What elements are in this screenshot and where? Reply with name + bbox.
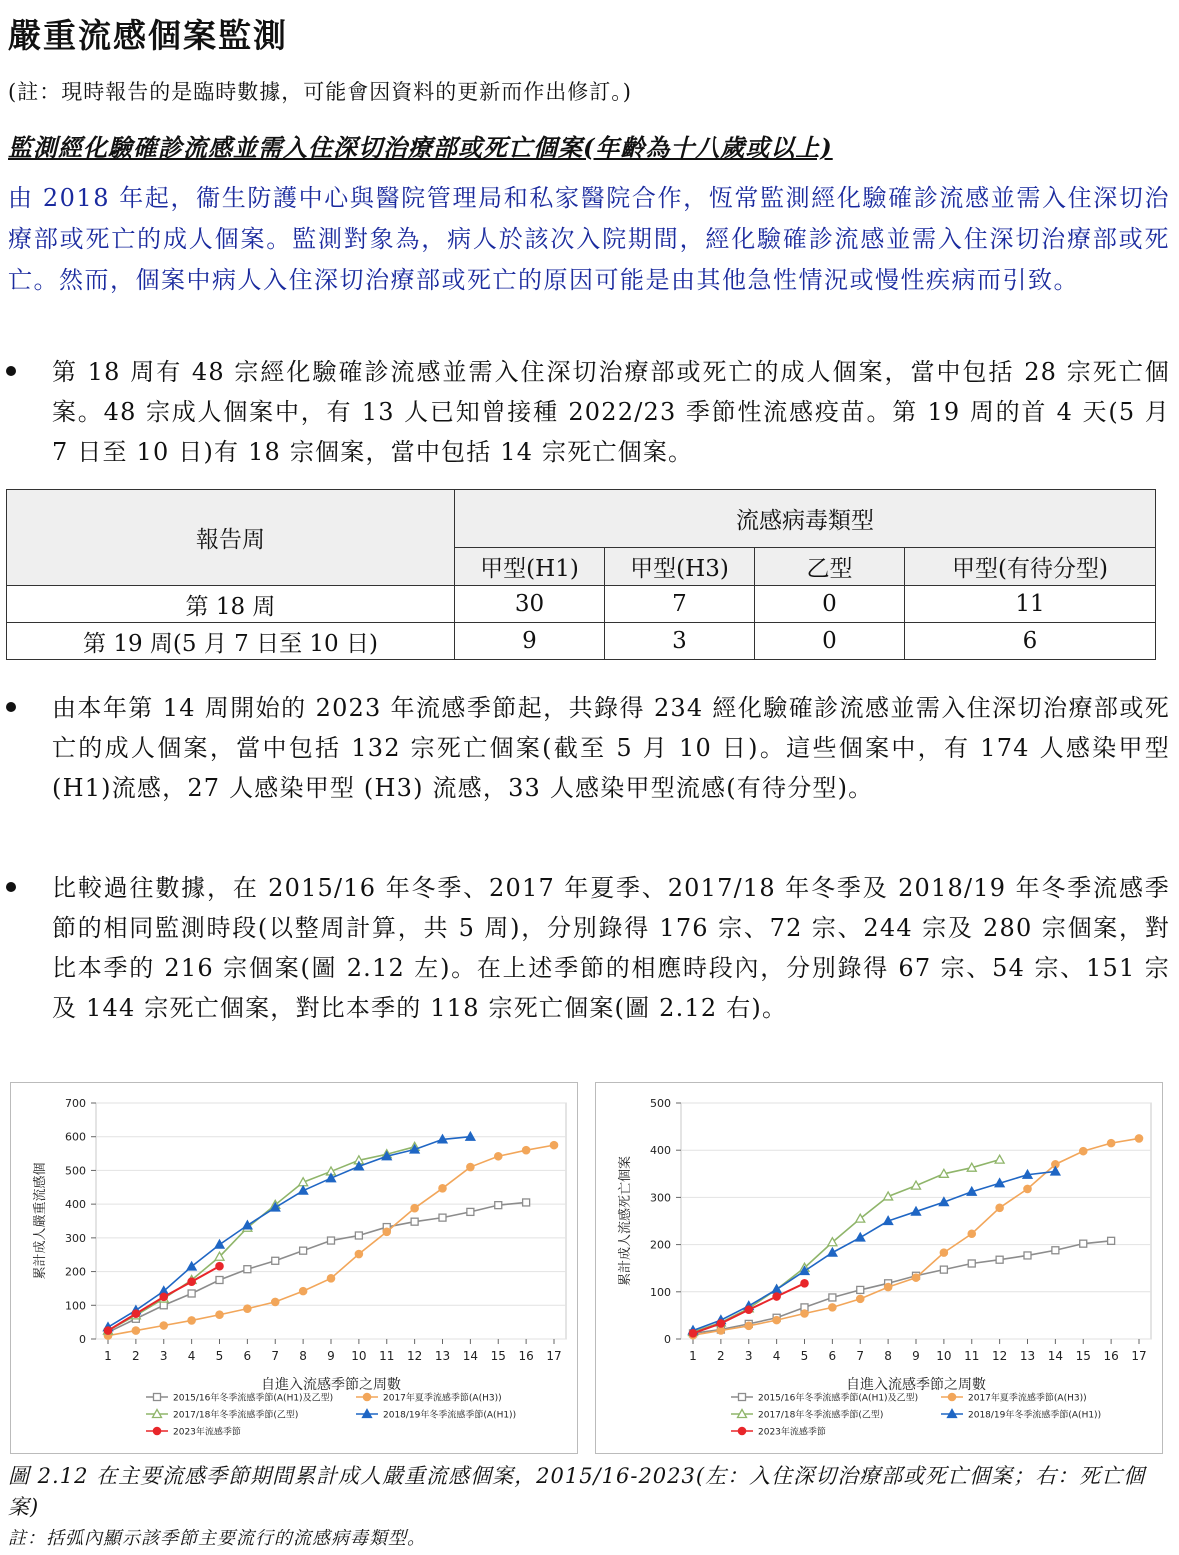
data-point bbox=[132, 1327, 140, 1335]
data-point bbox=[188, 1317, 196, 1325]
bullet-dot-icon bbox=[6, 702, 16, 712]
x-tick-label: 10 bbox=[936, 1349, 952, 1363]
legend-swatch-marker bbox=[739, 1394, 746, 1401]
x-tick-label: 8 bbox=[299, 1349, 307, 1363]
chart-deaths-svg bbox=[596, 1083, 1162, 1453]
data-point bbox=[355, 1232, 362, 1239]
data-point bbox=[912, 1274, 920, 1282]
data-point bbox=[216, 1311, 224, 1319]
y-tick-label: 700 bbox=[65, 1097, 86, 1110]
data-point bbox=[300, 1247, 307, 1254]
data-point bbox=[216, 1277, 223, 1284]
legend-entry: 2017年夏季流感季節(A(H3)) bbox=[968, 1393, 1087, 1404]
data-point bbox=[522, 1146, 530, 1154]
table-header-virus-type: 流感病毒類型 bbox=[455, 490, 1156, 548]
data-point bbox=[550, 1141, 558, 1149]
x-tick-label: 15 bbox=[1075, 1349, 1091, 1363]
bullet-text: 由本年第 14 周開始的 2023 年流感季節起，共錄得 234 經化驗確診流感並需入住深切治療部或死亡的成人個案，當中包括 132 宗死亡個案(截至 5 月 10 日)。這些個案中，有 174 人感染甲型(H1)流感，27 人感染甲型 (H3) 流感，33 人感染甲型流感(有待分型)。 bbox=[52, 694, 1170, 802]
data-point bbox=[327, 1275, 335, 1283]
x-tick-label: 12 bbox=[406, 1349, 423, 1363]
x-tick-label: 14 bbox=[462, 1349, 479, 1363]
table-cell: 0 bbox=[755, 586, 905, 623]
data-point bbox=[439, 1184, 447, 1192]
y-tick-label: 200 bbox=[650, 1238, 671, 1252]
y-axis-title: 累計成人流感死亡個案 bbox=[618, 1155, 633, 1287]
data-point bbox=[801, 1310, 809, 1318]
x-tick-label: 6 bbox=[243, 1349, 252, 1363]
data-point bbox=[856, 1233, 865, 1241]
series-line bbox=[108, 1202, 526, 1332]
x-tick-label: 13 bbox=[434, 1349, 451, 1363]
chart-icu-or-death-svg bbox=[11, 1083, 577, 1453]
data-point bbox=[494, 1152, 502, 1160]
x-tick-label: 4 bbox=[772, 1349, 781, 1363]
bullet-dot-icon bbox=[6, 882, 16, 892]
table-subheader-h1: 甲型(H1) bbox=[455, 548, 605, 586]
data-point bbox=[495, 1202, 502, 1209]
data-point bbox=[1080, 1240, 1087, 1247]
data-point bbox=[773, 1293, 781, 1301]
data-point bbox=[1107, 1139, 1115, 1147]
chart-icu-or-death bbox=[10, 1082, 578, 1454]
x-tick-label: 15 bbox=[490, 1349, 506, 1363]
intro-paragraph: 由 2018 年起，衞生防護中心與醫院管理局和私家醫院合作，恆常監測經化驗確診流感並需入住深切治療部或死亡的成人個案。監測對象為，病人於該次入院期間，經化驗確診流感並需入住深切治療部或死亡。然而，個案中病人入住深切治療部或死亡的原因可能是由其他急性情況或慢性疾病而引致。 bbox=[8, 184, 1170, 294]
y-tick-label: 0 bbox=[79, 1333, 86, 1346]
x-tick-label: 13 bbox=[1019, 1349, 1036, 1363]
x-tick-label: 6 bbox=[828, 1349, 837, 1363]
data-point bbox=[1052, 1247, 1059, 1254]
y-tick-label: 400 bbox=[65, 1198, 86, 1212]
x-axis-title: 自進入流感季節之周數 bbox=[261, 1377, 401, 1393]
legend-entry: 2023年流感季節 bbox=[758, 1427, 826, 1438]
data-point bbox=[940, 1249, 948, 1257]
data-point bbox=[132, 1310, 140, 1318]
x-tick-label: 16 bbox=[518, 1349, 534, 1363]
table-header-week: 報告周 bbox=[7, 490, 455, 586]
table-row bbox=[7, 623, 1156, 660]
x-tick-label: 8 bbox=[884, 1349, 892, 1363]
x-tick-label: 2 bbox=[717, 1349, 725, 1363]
figure-caption: 圖 2.12 在主要流感季節期間累計成人嚴重流感個案，2015/16-2023(左：入住深切治療部或死亡個案；右：死亡個案) bbox=[8, 1464, 1146, 1519]
data-point bbox=[968, 1230, 976, 1238]
data-point bbox=[1024, 1185, 1032, 1193]
x-tick-label: 5 bbox=[800, 1349, 809, 1363]
data-point bbox=[773, 1316, 781, 1324]
table-cell: 30 bbox=[455, 586, 605, 623]
x-tick-label: 3 bbox=[744, 1349, 753, 1363]
legend-swatch-marker bbox=[153, 1427, 161, 1435]
x-tick-label: 9 bbox=[327, 1349, 335, 1363]
data-point bbox=[1024, 1252, 1031, 1259]
table-subheader-h3: 甲型(H3) bbox=[605, 548, 755, 586]
section-heading: 監測經化驗確診流感並需入住深切治療部或死亡個案(年齡為十八歲或以上) bbox=[8, 133, 833, 162]
legend-entry: 2017/18年冬季流感季節(乙型) bbox=[173, 1410, 299, 1421]
x-tick-label: 7 bbox=[856, 1349, 865, 1363]
data-point bbox=[717, 1327, 725, 1335]
data-point bbox=[829, 1304, 837, 1312]
data-point bbox=[355, 1250, 363, 1258]
legend-entry: 2017/18年冬季流感季節(乙型) bbox=[758, 1410, 884, 1421]
data-point bbox=[801, 1280, 809, 1288]
legend-entry: 2018/19年冬季流感季節(A(H1)) bbox=[383, 1410, 517, 1421]
x-tick-label: 16 bbox=[1103, 1349, 1119, 1363]
x-tick-label: 11 bbox=[379, 1349, 395, 1363]
y-tick-label: 100 bbox=[65, 1299, 86, 1313]
series-line bbox=[693, 1241, 1111, 1334]
data-point bbox=[244, 1305, 252, 1313]
virus-type-table bbox=[6, 489, 1156, 660]
data-point bbox=[745, 1322, 753, 1330]
table-cell: 11 bbox=[905, 586, 1156, 623]
data-point bbox=[160, 1322, 168, 1330]
data-point bbox=[745, 1306, 753, 1314]
data-point bbox=[857, 1286, 864, 1293]
data-point bbox=[160, 1302, 167, 1309]
x-tick-label: 3 bbox=[159, 1349, 168, 1363]
x-tick-label: 1 bbox=[104, 1349, 112, 1363]
x-tick-label: 4 bbox=[187, 1349, 196, 1363]
data-point bbox=[271, 1298, 279, 1306]
chart-deaths bbox=[595, 1082, 1163, 1454]
data-point bbox=[884, 1283, 892, 1291]
x-tick-label: 1 bbox=[689, 1349, 697, 1363]
data-point bbox=[829, 1294, 836, 1301]
table-cell-week: 第 18 周 bbox=[7, 586, 455, 623]
y-tick-label: 0 bbox=[664, 1333, 671, 1346]
legend-entry: 2017年夏季流感季節(A(H3)) bbox=[383, 1393, 502, 1404]
data-point bbox=[996, 1256, 1003, 1263]
legend-swatch-marker bbox=[738, 1427, 746, 1435]
data-point bbox=[439, 1214, 446, 1221]
provisional-data-note: (註：現時報告的是臨時數據，可能會因資料的更新而作出修訂。) bbox=[8, 80, 632, 104]
data-point bbox=[1079, 1147, 1087, 1155]
data-point bbox=[856, 1295, 864, 1303]
legend-swatch-marker bbox=[154, 1394, 161, 1401]
table-cell: 6 bbox=[905, 623, 1156, 660]
y-tick-label: 300 bbox=[65, 1231, 86, 1245]
table-cell: 0 bbox=[755, 623, 905, 660]
bullet-text: 第 18 周有 48 宗經化驗確診流感並需入住深切治療部或死亡的成人個案，當中包括 28 宗死亡個案。48 宗成人個案中，有 13 人已知曾接種 2022/23 季節性流感疫苗。第 19 周的首 4 天(5 月 7 日至 10 日)有 18 宗個案，當中包括 14 宗死亡個案。 bbox=[52, 358, 1170, 466]
data-point bbox=[996, 1204, 1004, 1212]
data-point bbox=[523, 1199, 530, 1206]
y-tick-label: 100 bbox=[650, 1285, 671, 1299]
x-axis-title: 自進入流感季節之周數 bbox=[846, 1377, 986, 1393]
legend-entry: 2018/19年冬季流感季節(A(H1)) bbox=[968, 1410, 1102, 1421]
data-point bbox=[995, 1155, 1004, 1163]
legend-entry: 2015/16年冬季流感季節(A(H1)及乙型) bbox=[173, 1393, 334, 1404]
table-cell-week: 第 19 周(5 月 7 日至 10 日) bbox=[7, 623, 455, 660]
y-tick-label: 400 bbox=[650, 1144, 671, 1158]
data-point bbox=[411, 1218, 418, 1225]
x-tick-label: 5 bbox=[215, 1349, 224, 1363]
data-point bbox=[828, 1248, 837, 1256]
x-tick-label: 17 bbox=[546, 1349, 562, 1363]
data-point bbox=[1135, 1135, 1143, 1143]
legend-entry: 2023年流感季節 bbox=[173, 1427, 241, 1438]
y-axis-title: 累計成人嚴重流感個 bbox=[33, 1162, 48, 1280]
table-cell: 7 bbox=[605, 586, 755, 623]
data-point bbox=[104, 1327, 112, 1335]
series-line bbox=[693, 1138, 1139, 1335]
data-point bbox=[160, 1293, 168, 1301]
y-tick-label: 200 bbox=[65, 1265, 86, 1279]
data-point bbox=[299, 1287, 307, 1295]
data-point bbox=[717, 1320, 725, 1328]
x-tick-label: 14 bbox=[1047, 1349, 1064, 1363]
data-point bbox=[466, 1132, 475, 1140]
y-tick-label: 500 bbox=[650, 1097, 671, 1110]
table-cell: 9 bbox=[455, 623, 605, 660]
legend-swatch-marker bbox=[363, 1393, 371, 1401]
y-tick-label: 300 bbox=[650, 1191, 671, 1205]
data-point bbox=[689, 1330, 697, 1338]
data-point bbox=[940, 1266, 947, 1273]
table-subheader-b: 乙型 bbox=[755, 548, 905, 586]
page-title: 嚴重流感個案監測 bbox=[8, 16, 288, 55]
x-tick-label: 9 bbox=[912, 1349, 920, 1363]
data-point bbox=[188, 1278, 196, 1286]
figure-footnote: 註：括弧內顯示該季節主要流行的流感病毒類型。 bbox=[8, 1528, 426, 1549]
table-subheader-pending: 甲型(有待分型) bbox=[905, 548, 1156, 586]
data-point bbox=[328, 1237, 335, 1244]
x-tick-label: 10 bbox=[351, 1349, 367, 1363]
data-point bbox=[272, 1257, 279, 1264]
y-tick-label: 500 bbox=[65, 1164, 86, 1178]
bullet-dot-icon bbox=[6, 366, 16, 376]
x-tick-label: 7 bbox=[271, 1349, 280, 1363]
table-cell: 3 bbox=[605, 623, 755, 660]
data-point bbox=[467, 1163, 475, 1171]
bullet-text: 比較過往數據，在 2015/16 年冬季、2017 年夏季、2017/18 年冬季及 2018/19 年冬季流感季節的相同監測時段(以整周計算，共 5 周)，分別錄得 176 宗、72 宗、244 宗及 280 宗個案，對比本季的 216 宗個案(圖 2.12 左)。在上述季節的相應時段內，分別錄得 67 宗、54 宗、151 宗及 144 宗死亡個案，對比本季的 118 宗死亡個案(圖 2.12 右)。 bbox=[52, 874, 1170, 1022]
data-point bbox=[216, 1262, 224, 1270]
table-row bbox=[7, 586, 1156, 623]
x-tick-label: 12 bbox=[991, 1349, 1008, 1363]
data-point bbox=[244, 1266, 251, 1273]
data-point bbox=[215, 1240, 224, 1248]
x-tick-label: 2 bbox=[132, 1349, 140, 1363]
data-point bbox=[299, 1186, 308, 1194]
legend-entry: 2015/16年冬季流感季節(A(H1)及乙型) bbox=[758, 1393, 919, 1404]
x-tick-label: 11 bbox=[964, 1349, 980, 1363]
data-point bbox=[383, 1228, 391, 1236]
y-tick-label: 600 bbox=[65, 1130, 86, 1144]
data-point bbox=[968, 1260, 975, 1267]
data-point bbox=[1108, 1237, 1115, 1244]
legend-swatch-marker bbox=[948, 1393, 956, 1401]
data-point bbox=[188, 1290, 195, 1297]
x-tick-label: 17 bbox=[1131, 1349, 1147, 1363]
data-point bbox=[411, 1204, 419, 1212]
data-point bbox=[467, 1208, 474, 1215]
